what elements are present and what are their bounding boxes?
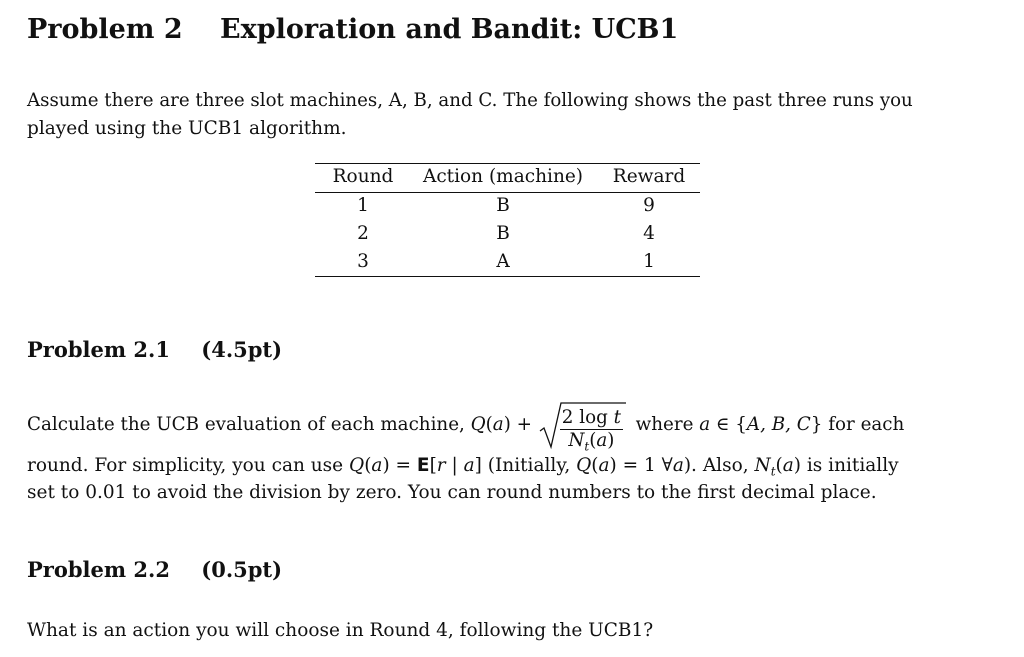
set-membership: a ∈ {A, B, C} bbox=[699, 414, 829, 435]
header-action: Action (machine) bbox=[422, 166, 584, 187]
ucb-formula: Q(a) + $\frac{\text{2 log t}}{N_t(a)}$ bbox=[471, 414, 624, 435]
text-segment: (Initially, bbox=[481, 455, 577, 476]
intro-line-1: Assume there are three slot machines, A, B, and C. The following shows the past three runs you bbox=[27, 90, 913, 111]
table-cell: 9 bbox=[643, 195, 655, 216]
text-segment: ). Also, bbox=[683, 455, 755, 476]
q-definition: Q(a) = E[r | a] bbox=[349, 455, 482, 476]
header-reward: Reward bbox=[612, 166, 686, 187]
ucb-fraction: $\frac{\text{2 log t}}{N_t(a)}$ bbox=[561, 406, 621, 454]
text-segment: where bbox=[635, 414, 700, 435]
n-symbol: $N_t(a)$ bbox=[754, 455, 801, 479]
heading-points: (4.5pt) bbox=[201, 337, 283, 362]
table-cell: 1 bbox=[357, 195, 369, 216]
problem-2-2-heading bbox=[27, 557, 282, 582]
header-round: Round bbox=[332, 166, 394, 187]
problem-2-1-heading bbox=[27, 337, 282, 362]
table-cell: A bbox=[496, 251, 510, 272]
problem-2-2-question: What is an action you will choose in Round 4, following the UCB1? bbox=[27, 620, 654, 641]
problem-name: Exploration and Bandit: UCB1 bbox=[220, 14, 679, 45]
table-top-rule bbox=[315, 163, 700, 164]
heading-label: Problem 2.2 bbox=[27, 557, 170, 582]
table-cell: B bbox=[496, 223, 510, 244]
table-cell: 4 bbox=[643, 223, 655, 244]
table-cell: 3 bbox=[357, 251, 369, 272]
runs-table bbox=[315, 163, 700, 277]
table-bottom-rule bbox=[315, 276, 700, 277]
text-segment: for each bbox=[828, 414, 905, 435]
problem-2-1-line-1 bbox=[27, 396, 904, 454]
table-header-rule bbox=[315, 192, 700, 193]
table-cell: 2 bbox=[357, 223, 369, 244]
table-cell: B bbox=[496, 195, 510, 216]
problem-2-title bbox=[27, 14, 678, 45]
q-initial: Q(a) = 1 ∀a bbox=[576, 455, 684, 476]
table-cell: 1 bbox=[643, 251, 655, 272]
text-segment: round. For simplicity, you can use bbox=[27, 455, 350, 476]
text-segment: is initially bbox=[800, 455, 899, 476]
intro-line-2: played using the UCB1 algorithm. bbox=[27, 118, 347, 139]
problem-number: Problem 2 bbox=[27, 14, 183, 45]
heading-label: Problem 2.1 bbox=[27, 337, 170, 362]
heading-points: (0.5pt) bbox=[201, 557, 283, 582]
problem-2-1-line-3: set to 0.01 to avoid the division by zero. You can round numbers to the first decimal place. bbox=[27, 482, 877, 503]
text-segment: Calculate the UCB evaluation of each machine, bbox=[27, 414, 471, 435]
